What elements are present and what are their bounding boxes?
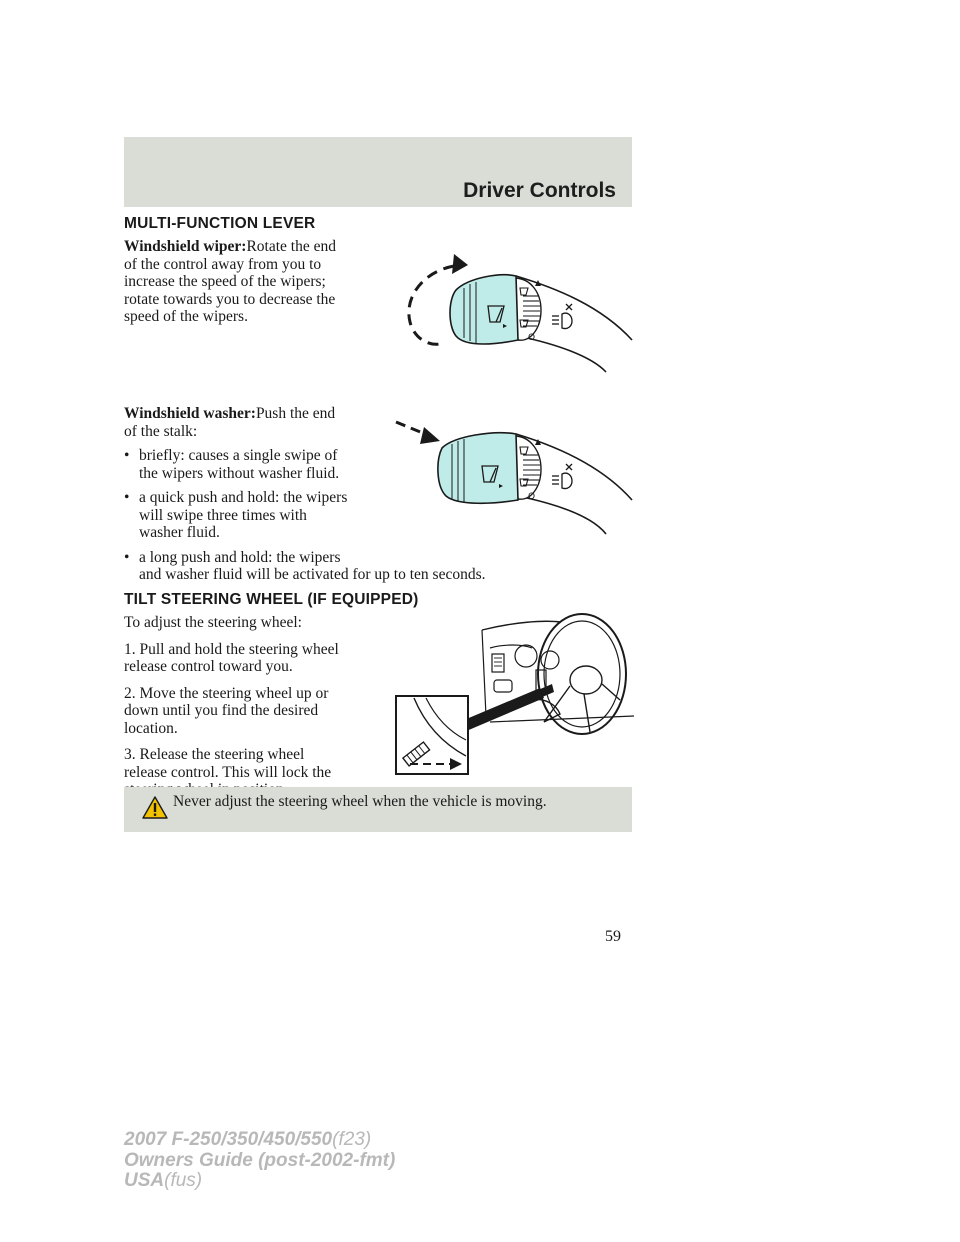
document-footer <box>124 1130 395 1192</box>
footer-region: USA <box>124 1170 165 1191</box>
footer-model-code: (f23) <box>332 1129 372 1150</box>
bullet-3-line-1: a long push and hold: the wipers <box>139 548 341 566</box>
footer-region-code: (fus) <box>164 1170 203 1191</box>
footer-guide: Owners Guide (post-2002-fmt) <box>124 1149 396 1171</box>
steering-wheel-illustration <box>394 604 634 776</box>
bullet-2-line-1: a quick push and hold: the wipers <box>139 489 348 506</box>
svg-text:O: O <box>528 492 536 502</box>
tilt-intro: To adjust the steering wheel: <box>124 614 302 631</box>
bullet-dot: • <box>124 447 130 464</box>
bullet-1-line-2: the wipers without washer fluid. <box>139 464 340 482</box>
tilt-step-1-line-2: release control toward you. <box>124 658 293 675</box>
tilt-step-2-line-1: 2. Move the steering wheel up or <box>124 684 329 702</box>
tilt-instructions <box>124 614 384 799</box>
wiper-text-2: of the control away from you to <box>124 255 322 273</box>
washer-text-2: of the stalk: <box>124 422 198 440</box>
section-title: Driver Controls <box>463 179 616 202</box>
tilt-step-2-line-3: location. <box>124 719 178 737</box>
tilt-step-3-line-1: 3. Release the steering wheel <box>124 746 305 763</box>
warning-text: Never adjust the steering wheel when the vehicle is moving. <box>173 793 547 810</box>
page-number: 59 <box>605 928 621 945</box>
wiper-label: Windshield wiper: <box>124 238 247 255</box>
svg-text:O: O <box>528 333 536 343</box>
bullet-2-line-3: washer fluid. <box>139 524 220 541</box>
washer-text-1: Push the end <box>255 405 336 422</box>
bullet-2-line-2: will swipe three times with <box>139 506 307 524</box>
bullet-item <box>124 549 584 584</box>
warning-box <box>124 787 632 832</box>
tilt-step-1-line-1: 1. Pull and hold the steering wheel <box>124 640 339 658</box>
wiper-paragraph <box>124 238 386 326</box>
tilt-step-3-line-2: release control. This will lock the <box>124 763 332 781</box>
wiper-text-1: Rotate the end <box>246 238 336 255</box>
wiper-text-4: rotate towards you to decrease the <box>124 290 336 308</box>
wiper-text-5: speed of the wipers. <box>124 308 248 325</box>
tilt-step-2-line-2: down until you find the desired <box>124 702 319 719</box>
warning-triangle-icon <box>142 796 168 819</box>
bullet-dot: • <box>124 548 130 566</box>
bullet-3-line-2: and washer fluid will be activated for up to ten seconds. <box>139 566 486 583</box>
washer-label: Windshield washer: <box>124 405 256 422</box>
wiper-text-3: increase the speed of the wipers; <box>124 273 326 290</box>
multi-function-heading: MULTI-FUNCTION LEVER <box>124 215 316 232</box>
bullet-1-line-1: briefly: causes a single swipe of <box>139 447 338 464</box>
tilt-steering-heading: TILT STEERING WHEEL (IF EQUIPPED) <box>124 591 419 608</box>
section-header-band <box>124 137 632 207</box>
washer-push-illustration <box>394 414 636 538</box>
bullet-dot: • <box>124 489 130 506</box>
footer-model: 2007 F-250/350/450/550 <box>124 1129 333 1150</box>
wiper-rotate-illustration <box>396 248 636 378</box>
